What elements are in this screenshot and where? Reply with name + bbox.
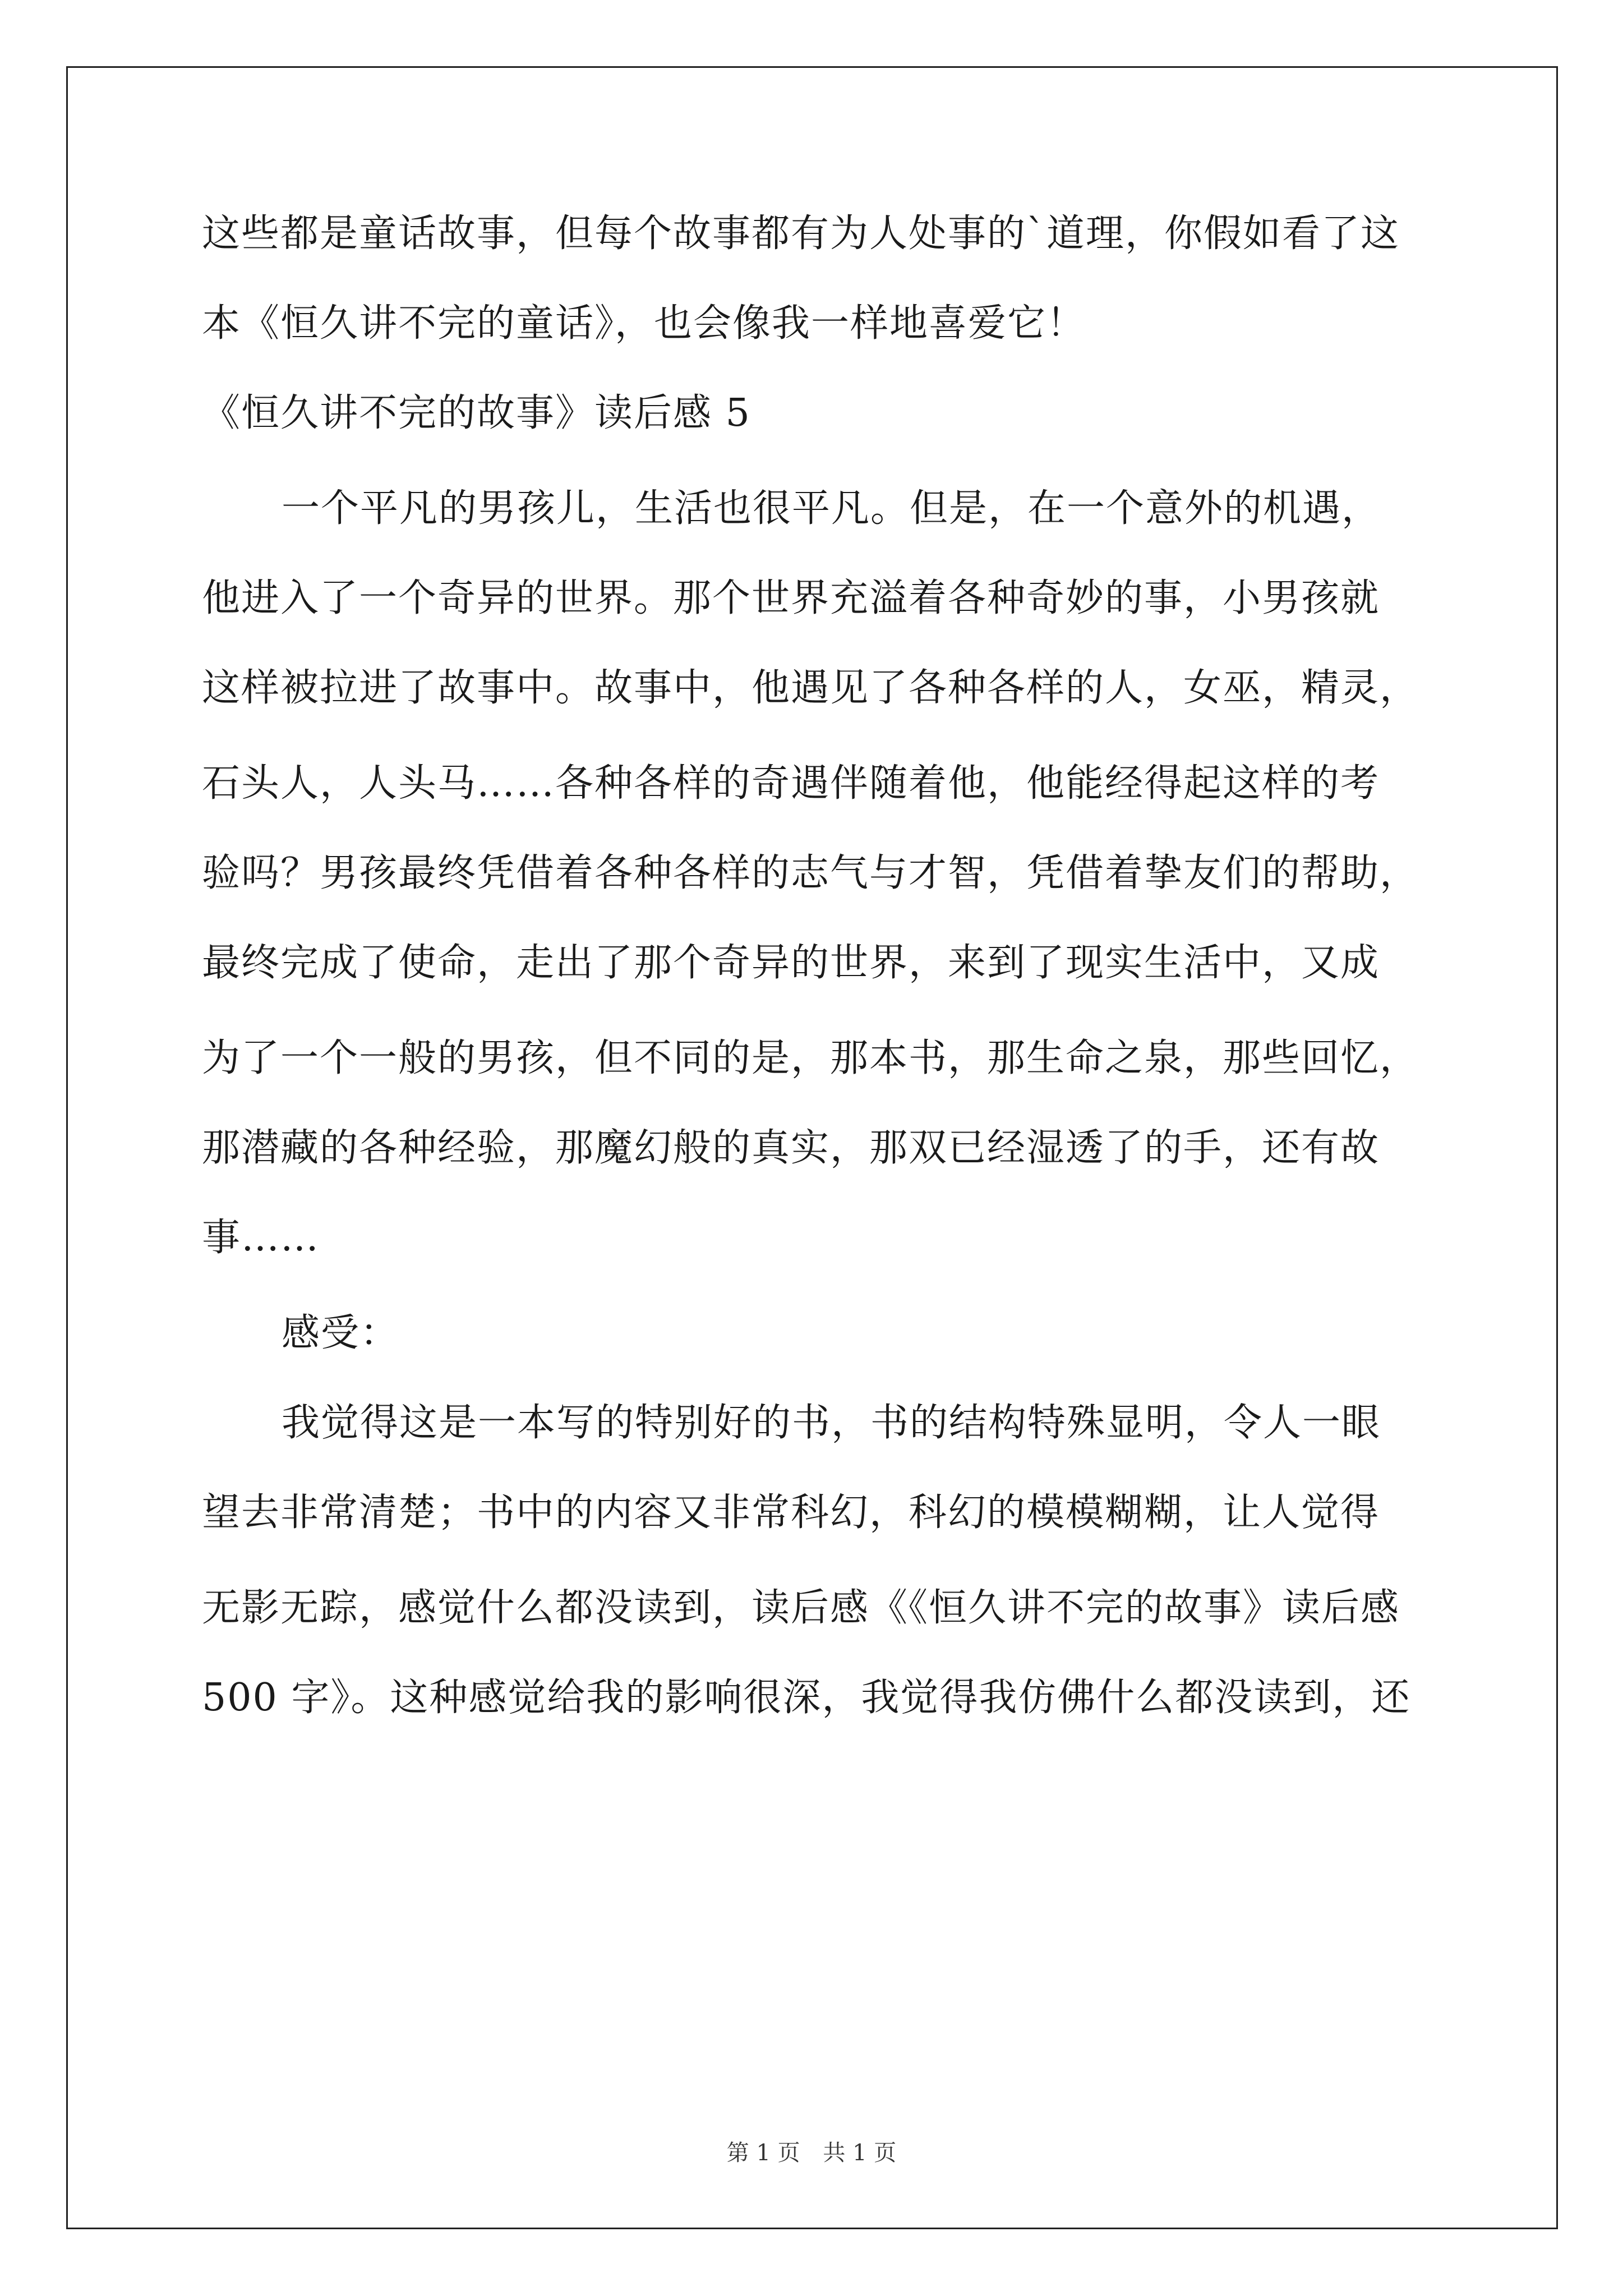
text-line: 那潜藏的各种经验，那魔幻般的真实，那双已经湿透了的手，还有故	[202, 1126, 1380, 1170]
text-line: 石头人，人头马……各种各样的奇遇伴随着他，他能经得起这样的考	[202, 761, 1380, 806]
text-line: 500 字》。这种感觉给我的影响很深，我觉得我仿佛什么都没读到，还	[202, 1676, 1411, 1720]
text-line: 本《恒久讲不完的童话》，也会像我一样地喜爱它！	[202, 301, 1086, 346]
text-line: 这些都是童话故事，但每个故事都有为人处事的`道理，你假如看了这	[202, 211, 1400, 256]
page-count: 共 1 页	[823, 2140, 897, 2166]
page-number: 第 1 页	[726, 2140, 800, 2166]
text-line: 望去非常清楚；书中的内容又非常科幻，科幻的模模糊糊，让人觉得	[202, 1490, 1380, 1535]
text-line: 感受：	[282, 1311, 400, 1355]
text-line: 验吗？男孩最终凭借着各种各样的志气与才智，凭借着挚友们的帮助，	[202, 851, 1419, 895]
text-line: 无影无踪，感觉什么都没读到，读后感《《恒久讲不完的故事》读后感	[202, 1586, 1400, 1630]
text-line: 他进入了一个奇异的世界。那个世界充溢着各种奇妙的事，小男孩就	[202, 576, 1380, 620]
text-line: 为了一个一般的男孩，但不同的是，那本书，那生命之泉，那些回忆，	[202, 1036, 1419, 1080]
text-line: 事……	[202, 1216, 320, 1260]
text-line: 我觉得这是一本写的特别好的书，书的结构特殊显明，令人一眼	[282, 1401, 1381, 1445]
text-line: 最终完成了使命，走出了那个奇异的世界，来到了现实生活中，又成	[202, 941, 1380, 985]
section-heading: 《恒久讲不完的故事》读后感 5	[202, 391, 751, 435]
page-footer	[0, 2136, 1623, 2170]
text-line: 一个平凡的男孩儿，生活也很平凡。但是，在一个意外的机遇，	[282, 486, 1381, 531]
text-line: 这样被拉进了故事中。故事中，他遇见了各种各样的人，女巫，精灵，	[202, 666, 1419, 710]
